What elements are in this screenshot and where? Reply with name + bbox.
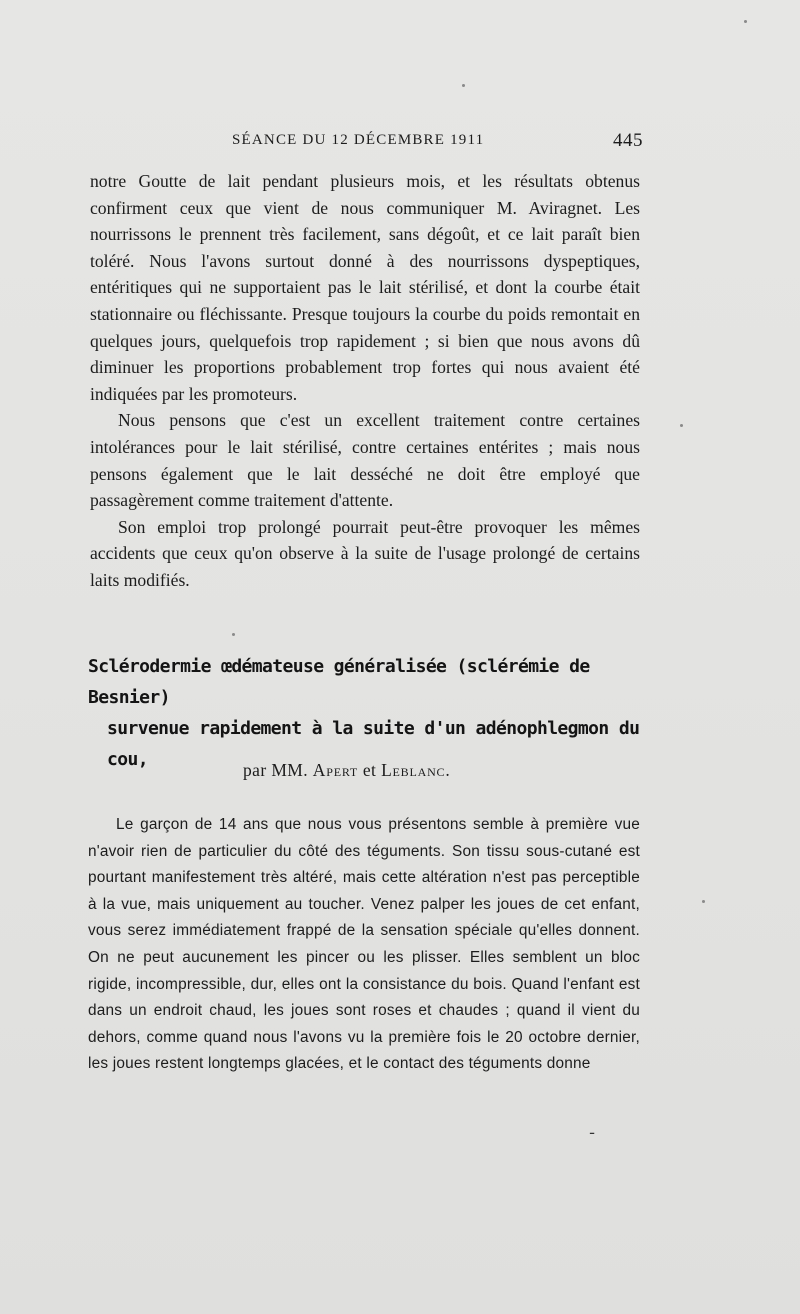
article-title-line: survenue rapidement à la suite d'un adénophlegmon du [107, 718, 640, 739]
paragraph: notre Goutte de lait pendant plusieurs mois, et les résultats obtenus confirment ceux que vient de nous communiquer M. Aviragnet. Les nourrissons le prennent très facilement, sans dégoût, et ce lait paraît bien toléré. Nous l'avons surtout donné à des nourrissons dyspeptiques, entéritiques qui ne supportaient pas le lait stérilisé, et dont la courbe était stationnaire ou fléchissante. Presque toujours la courbe du poids remontait en quelques jours, quelquefois trop rapidement ; si bien que nous avons dû diminuer les proportions probablement trop fortes qui nous avaient été indiquées par les promoteurs. [90, 171, 640, 404]
author-name: Leblanc. [381, 760, 451, 780]
authors-prefix: par MM. [243, 760, 309, 780]
margin-mark: ـ [590, 1123, 595, 1138]
paper-speck [232, 633, 235, 636]
article-title [88, 651, 658, 775]
paragraph: Son emploi trop prolongé pourrait peut-être provoquer les mêmes accidents que ceux qu'on observe à la suite de l'usage prolongé de certains laits modifiés. [90, 516, 640, 590]
paragraph: Nous pensons que c'est un excellent traitement contre certaines intolérances pour le lait stérilisé, contre certaines entérites ; mais nous pensons également que le lait desséché ne doit être employé que passagèrement comme traitement d'attente. [90, 410, 640, 511]
paper-speck [462, 84, 465, 87]
paragraph: Le garçon de 14 ans que nous vous présentons semble à première vue n'avoir rien de particulier du côté des téguments. Son tissu sous-cutané est pourtant manifestement très altéré, mais cette altération n'est pas perceptible à la vue, mais uniquement au toucher. Venez palper les joues de cet enfant, vous serez immédiatement frappé de la sensation spéciale qu'elles donnent. On ne peut aucunement les pincer ou les plisser. Elles semblent un bloc rigide, incompressible, dur, elles ont la consistance du bois. Quand l'enfant est dans un endroit chaud, les joues sont roses et chaudes ; quand il vient du dehors, comme quand nous l'avons vu la première fois le 20 octobre dernier, les joues restent longtemps glacées, et le contact des téguments donne [88, 816, 640, 1073]
author-name: Apert [312, 760, 359, 780]
article-body [88, 812, 640, 1078]
authors-conjunction: et [362, 760, 377, 780]
previous-discussion-text [90, 168, 640, 594]
paper-speck [680, 424, 683, 427]
article-title-line: cou, [107, 749, 148, 770]
article-title-line: Sclérodermie œdémateuse généralisée (sclérémie de Besnier) [88, 656, 590, 708]
article-authors [243, 760, 543, 781]
page-number: 445 [613, 130, 643, 151]
running-title: SÉANCE DU 12 DÉCEMBRE 1911 [232, 132, 485, 148]
paper-speck [744, 20, 747, 23]
paper-speck [702, 900, 705, 903]
running-header [232, 132, 652, 156]
